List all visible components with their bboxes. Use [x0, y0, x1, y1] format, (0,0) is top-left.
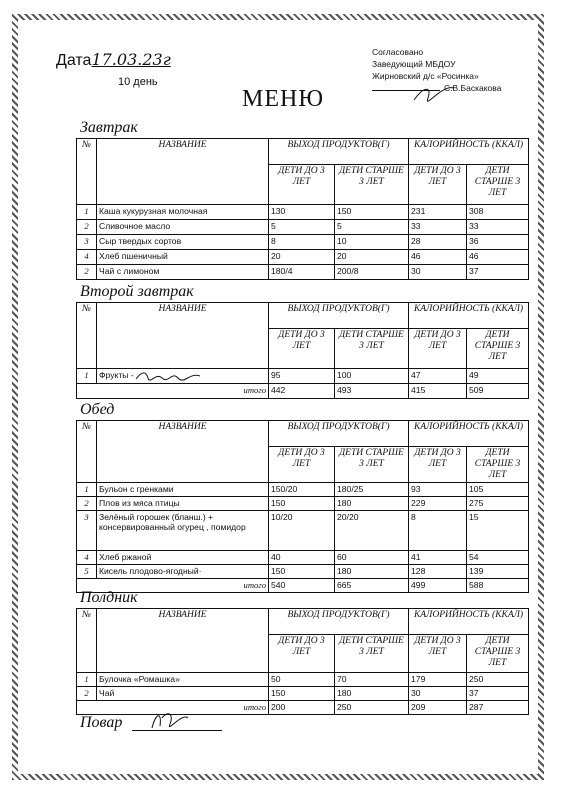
yield-over3: 150: [335, 205, 409, 220]
dish-name: Хлеб ржаной: [97, 551, 269, 565]
header-row: [77, 609, 529, 635]
handwritten-note: [134, 370, 204, 381]
menu-table-second-breakfast: [76, 302, 529, 399]
cal-under3: 41: [409, 551, 467, 565]
menu-table-breakfast: [76, 138, 529, 280]
approver-name: С.В.Баскакова: [444, 83, 502, 93]
table-row: [77, 205, 529, 220]
col-cal-over3: ДЕТИ СТАРШЕ 3 ЛЕТ: [467, 447, 529, 483]
cal-under3: 231: [409, 205, 467, 220]
col-cal-under3: ДЕТИ ДО 3 ЛЕТ: [409, 635, 467, 673]
col-num: №: [77, 303, 97, 369]
table-row: [77, 265, 529, 280]
total-yield-over3: 493: [335, 384, 409, 399]
row-num: 1: [77, 673, 97, 687]
yield-over3: 100: [335, 369, 409, 384]
yield-under3: 150: [269, 497, 335, 511]
col-yield: ВЫХОД ПРОДУКТОВ(Г): [269, 421, 409, 447]
total-cal-over3: 588: [467, 579, 529, 593]
row-num: 2: [77, 220, 97, 235]
yield-over3: 200/8: [335, 265, 409, 280]
approval-line-2: Заведующий МБДОУ: [372, 59, 456, 69]
dish-name: Сливочное масло: [97, 220, 269, 235]
col-num: №: [77, 609, 97, 673]
col-cal-over3: ДЕТИ СТАРШЕ 3 ЛЕТ: [467, 165, 529, 205]
cal-under3: 8: [409, 511, 467, 551]
col-cal-under3: ДЕТИ ДО 3 ЛЕТ: [409, 447, 467, 483]
table-row: [77, 220, 529, 235]
dish-name: Фрукты -: [99, 370, 134, 380]
table-row: [77, 250, 529, 265]
cal-over3: 275: [467, 497, 529, 511]
total-label: итого: [77, 384, 269, 399]
dish-name: Бульон с гренками: [97, 483, 269, 497]
total-yield-over3: 250: [335, 701, 409, 715]
cal-over3: 15: [467, 511, 529, 551]
col-yield-over3: ДЕТИ СТАРШЕ 3 ЛЕТ: [335, 165, 409, 205]
cal-over3: 54: [467, 551, 529, 565]
cal-over3: 105: [467, 483, 529, 497]
table-row: [77, 565, 529, 579]
cook-signature: [148, 708, 192, 734]
total-label: итого: [77, 701, 269, 715]
table-row: [77, 369, 529, 384]
total-yield-over3: 665: [335, 579, 409, 593]
menu-table-afternoon-snack: [76, 608, 529, 715]
col-yield: ВЫХОД ПРОДУКТОВ(Г): [269, 609, 409, 635]
dish-name-cell: [97, 369, 269, 384]
cal-over3: 36: [467, 235, 529, 250]
yield-under3: 8: [269, 235, 335, 250]
yield-under3: 180/4: [269, 265, 335, 280]
date-value: 17.03.23г: [91, 50, 171, 69]
menu-table-lunch: [76, 420, 529, 593]
dish-name: Зелёный горошек (бланш.) + консервированный огурец , помидор: [97, 511, 269, 551]
cook-label: Повар: [80, 714, 123, 731]
col-name: НАЗВАНИЕ: [97, 303, 269, 369]
table-row: [77, 673, 529, 687]
yield-under3: 10/20: [269, 511, 335, 551]
col-yield: ВЫХОД ПРОДУКТОВ(Г): [269, 139, 409, 165]
yield-under3: 150/20: [269, 483, 335, 497]
col-calories: КАЛОРИЙНОСТЬ (ККАЛ): [409, 139, 529, 165]
yield-under3: 150: [269, 565, 335, 579]
section-title-lunch: Обед: [80, 401, 115, 418]
row-num: 4: [77, 551, 97, 565]
col-calories: КАЛОРИЙНОСТЬ (ККАЛ): [409, 303, 529, 329]
header-row: [77, 421, 529, 447]
cal-under3: 229: [409, 497, 467, 511]
col-cal-over3: ДЕТИ СТАРШЕ 3 ЛЕТ: [467, 329, 529, 369]
col-name: НАЗВАНИЕ: [97, 609, 269, 673]
table-row: [77, 497, 529, 511]
total-yield-under3: 540: [269, 579, 335, 593]
row-num: 3: [77, 511, 97, 551]
dish-name: Кисель плодово-ягодный·: [97, 565, 269, 579]
date: [56, 50, 171, 70]
cal-over3: 139: [467, 565, 529, 579]
header-row: [77, 139, 529, 165]
row-num: 1: [77, 205, 97, 220]
header-row: [77, 303, 529, 329]
dish-name: Плов из мяса птицы: [97, 497, 269, 511]
yield-under3: 40: [269, 551, 335, 565]
row-num: 2: [77, 687, 97, 701]
yield-over3: 180: [335, 497, 409, 511]
yield-over3: 10: [335, 235, 409, 250]
total-yield-under3: 200: [269, 701, 335, 715]
col-cal-under3: ДЕТИ ДО 3 ЛЕТ: [409, 165, 467, 205]
row-num: 5: [77, 565, 97, 579]
col-yield-over3: ДЕТИ СТАРШЕ 3 ЛЕТ: [335, 635, 409, 673]
cal-over3: 49: [467, 369, 529, 384]
yield-over3: 60: [335, 551, 409, 565]
date-label: Дата: [56, 52, 92, 69]
yield-over3: 20/20: [335, 511, 409, 551]
total-cal-under3: 209: [409, 701, 467, 715]
approval-line-1: Согласовано: [372, 47, 424, 57]
yield-under3: 150: [269, 687, 335, 701]
col-num: №: [77, 421, 97, 483]
yield-under3: 95: [269, 369, 335, 384]
dish-name: Булочка «Ромашка»: [97, 673, 269, 687]
section-title-breakfast: Завтрак: [80, 119, 138, 136]
page-title: МЕНЮ: [242, 86, 324, 112]
cal-under3: 28: [409, 235, 467, 250]
yield-under3: 50: [269, 673, 335, 687]
col-cal-over3: ДЕТИ СТАРШЕ 3 ЛЕТ: [467, 635, 529, 673]
col-num: №: [77, 139, 97, 205]
cal-under3: 33: [409, 220, 467, 235]
col-calories: КАЛОРИЙНОСТЬ (ККАЛ): [409, 421, 529, 447]
section-title-afternoon-snack: Полдник: [80, 589, 138, 606]
yield-under3: 5: [269, 220, 335, 235]
dish-name: Хлеб пшеничный: [97, 250, 269, 265]
dish-name: Каша кукурузная молочная: [97, 205, 269, 220]
yield-over3: 180/25: [335, 483, 409, 497]
cal-over3: 308: [467, 205, 529, 220]
yield-under3: 130: [269, 205, 335, 220]
cal-over3: 37: [467, 265, 529, 280]
cal-under3: 30: [409, 687, 467, 701]
yield-over3: 20: [335, 250, 409, 265]
row-num: 2: [77, 497, 97, 511]
total-label: итого: [77, 579, 269, 593]
total-cal-under3: 499: [409, 579, 467, 593]
col-yield: ВЫХОД ПРОДУКТОВ(Г): [269, 303, 409, 329]
table-row: [77, 687, 529, 701]
total-row: [77, 579, 529, 593]
cal-under3: 30: [409, 265, 467, 280]
col-yield-over3: ДЕТИ СТАРШЕ 3 ЛЕТ: [335, 447, 409, 483]
col-cal-under3: ДЕТИ ДО 3 ЛЕТ: [409, 329, 467, 369]
approval-line-3: Жирновский д/с «Росинка»: [372, 71, 479, 81]
cal-under3: 47: [409, 369, 467, 384]
total-cal-over3: 287: [467, 701, 529, 715]
table-row: [77, 551, 529, 565]
dish-name: Сыр твердых сортов: [97, 235, 269, 250]
col-calories: КАЛОРИЙНОСТЬ (ККАЛ): [409, 609, 529, 635]
row-num: 3: [77, 235, 97, 250]
cal-under3: 46: [409, 250, 467, 265]
cal-over3: 250: [467, 673, 529, 687]
table-row: [77, 483, 529, 497]
col-yield-under3: ДЕТИ ДО 3 ЛЕТ: [269, 635, 335, 673]
total-row: [77, 701, 529, 715]
table-row: [77, 511, 529, 551]
dish-name: Чай: [97, 687, 269, 701]
row-num: 1: [77, 369, 97, 384]
row-num: 1: [77, 483, 97, 497]
yield-over3: 5: [335, 220, 409, 235]
col-name: НАЗВАНИЕ: [97, 421, 269, 483]
yield-under3: 20: [269, 250, 335, 265]
total-yield-under3: 442: [269, 384, 335, 399]
total-cal-over3: 509: [467, 384, 529, 399]
cal-under3: 128: [409, 565, 467, 579]
cal-under3: 93: [409, 483, 467, 497]
col-name: НАЗВАНИЕ: [97, 139, 269, 205]
section-title-second-breakfast: Второй завтрак: [80, 283, 194, 300]
day-number: 10 день: [118, 76, 158, 88]
row-num: 4: [77, 250, 97, 265]
col-yield-over3: ДЕТИ СТАРШЕ 3 ЛЕТ: [335, 329, 409, 369]
col-yield-under3: ДЕТИ ДО 3 ЛЕТ: [269, 329, 335, 369]
cal-over3: 33: [467, 220, 529, 235]
yield-over3: 180: [335, 565, 409, 579]
cal-over3: 46: [467, 250, 529, 265]
dish-name: Чай с лимоном: [97, 265, 269, 280]
yield-over3: 70: [335, 673, 409, 687]
col-yield-under3: ДЕТИ ДО 3 ЛЕТ: [269, 165, 335, 205]
cal-over3: 37: [467, 687, 529, 701]
table-row: [77, 235, 529, 250]
row-num: 2: [77, 265, 97, 280]
col-yield-under3: ДЕТИ ДО 3 ЛЕТ: [269, 447, 335, 483]
cal-under3: 179: [409, 673, 467, 687]
total-row: [77, 384, 529, 399]
yield-over3: 180: [335, 687, 409, 701]
total-cal-under3: 415: [409, 384, 467, 399]
